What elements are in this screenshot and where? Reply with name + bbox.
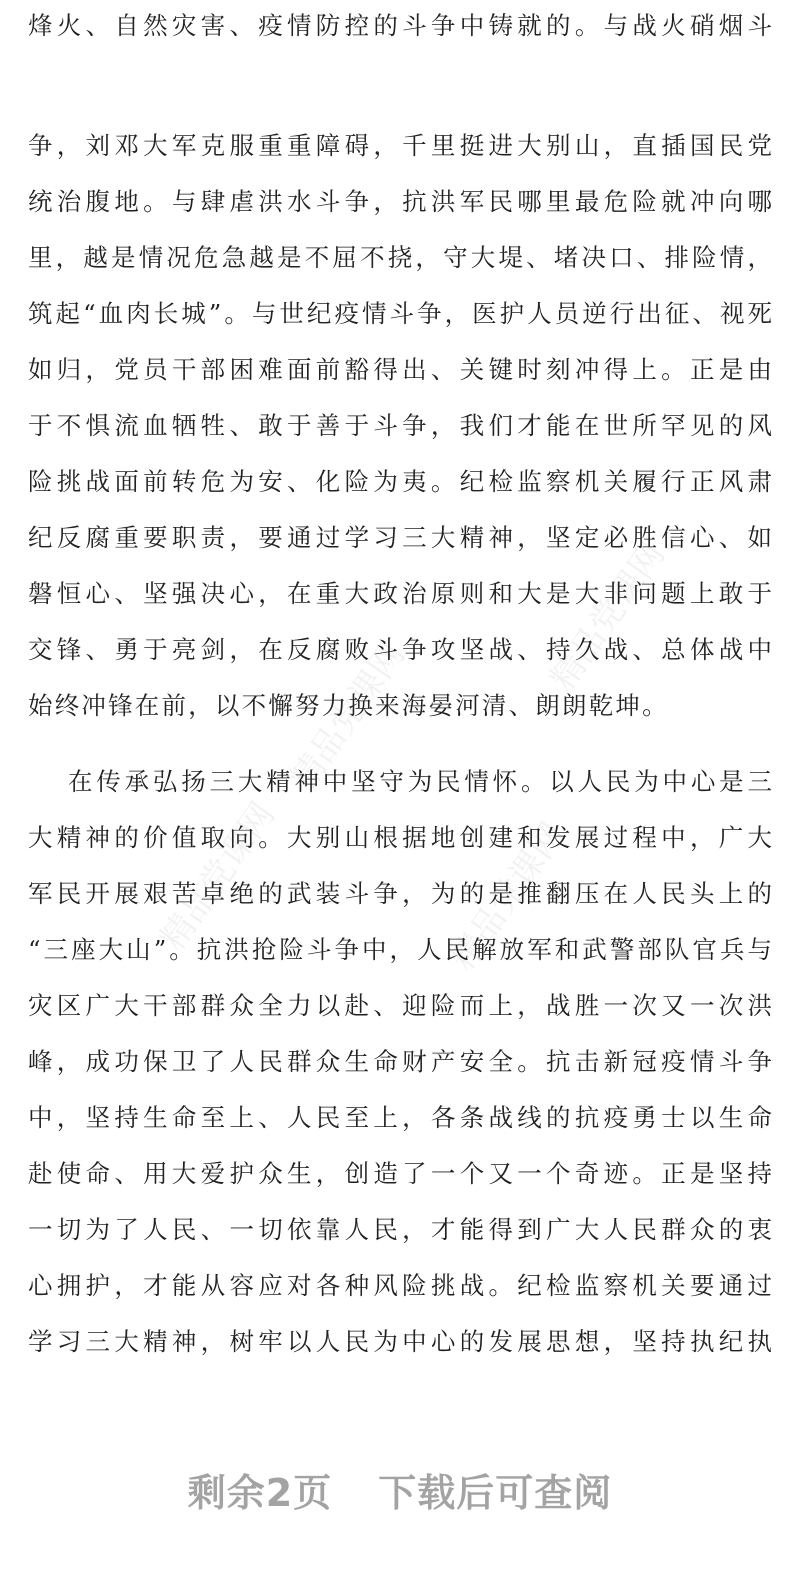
paragraph-line: 灾区广大干部群众全力以赴、迎险而上，战胜一次又一次洪 bbox=[28, 991, 772, 1020]
paragraph-line: 赴使命、用大爱护众生，创造了一个又一个奇迹。正是坚持 bbox=[28, 1159, 772, 1188]
download-to-view-label: 下载后可查阅 bbox=[378, 1471, 613, 1515]
paragraph-line: 中，坚持生命至上、人民至上，各条战线的抗疫勇士以生命 bbox=[28, 1103, 772, 1132]
download-prompt[interactable] bbox=[0, 1465, 800, 1521]
paragraph-line: 始终冲锋在前，以不懈努力换来海晏河清、朗朗乾坤。 bbox=[28, 691, 669, 720]
paragraph-line: 烽火、自然灾害、疫情防控的斗争中铸就的。与战火硝烟斗 bbox=[28, 11, 772, 40]
paragraph-line: 学习三大精神，树牢以人民为中心的发展思想，坚持执纪执 bbox=[28, 1327, 772, 1356]
paragraph-line: 一切为了人民、一切依靠人民，才能得到广大人民群众的衷 bbox=[28, 1215, 772, 1244]
paragraph-line: 峰，成功保卫了人民群众生命财产安全。抗击新冠疫情斗争 bbox=[28, 1047, 772, 1076]
paragraph-line: 如归，党员干部困难面前豁得出、关键时刻冲得上。正是由 bbox=[28, 355, 772, 384]
paragraph-line: 军民开展艰苦卓绝的武装斗争，为的是推翻压在人民头上的 bbox=[28, 879, 772, 908]
paragraph-line: 统治腹地。与肆虐洪水斗争，抗洪军民哪里最危险就冲向哪 bbox=[28, 187, 772, 216]
paragraph-line: 筑起“血肉长城”。与世纪疫情斗争，医护人员逆行出征、视死 bbox=[28, 299, 772, 328]
watermark: 精品党课网 bbox=[152, 795, 284, 958]
paragraph-line: 大精神的价值取向。大别山根据地创建和发展过程中，广大 bbox=[28, 823, 772, 852]
paragraph-line: 于不惧流血牺牲、敢于善于斗争，我们才能在世所罕见的风 bbox=[28, 411, 772, 440]
paragraph-line: “三座大山”。抗洪抢险斗争中，人民解放军和武警部队官兵与 bbox=[28, 935, 772, 964]
remaining-pages-label: 剩余2页 bbox=[187, 1471, 333, 1515]
paragraph-line: 纪反腐重要职责，要通过学习三大精神，坚定必胜信心、如 bbox=[28, 523, 772, 552]
paragraph-line: 在传承弘扬三大精神中坚守为民情怀。以人民为中心是三 bbox=[68, 767, 772, 796]
paragraph-line: 交锋、勇于亮剑，在反腐败斗争攻坚战、持久战、总体战中 bbox=[28, 635, 772, 664]
watermark: 精品党课网 bbox=[442, 815, 574, 978]
watermark: 精品党课网 bbox=[542, 535, 674, 698]
watermark: 精品党课网 bbox=[282, 635, 414, 798]
paragraph-line: 险挑战面前转危为安、化险为夷。纪检监察机关履行正风肃 bbox=[28, 467, 772, 496]
paragraph-line: 心拥护，才能从容应对各种风险挑战。纪检监察机关要通过 bbox=[28, 1271, 772, 1300]
paragraph-line: 里，越是情况危急越是不屈不挠，守大堤、堵决口、排险情， bbox=[28, 243, 772, 272]
paragraph-line: 磐恒心、坚强决心，在重大政治原则和大是大非问题上敢于 bbox=[28, 579, 772, 608]
paragraph-line: 争，刘邓大军克服重重障碍，千里挺进大别山，直插国民党 bbox=[28, 131, 772, 160]
